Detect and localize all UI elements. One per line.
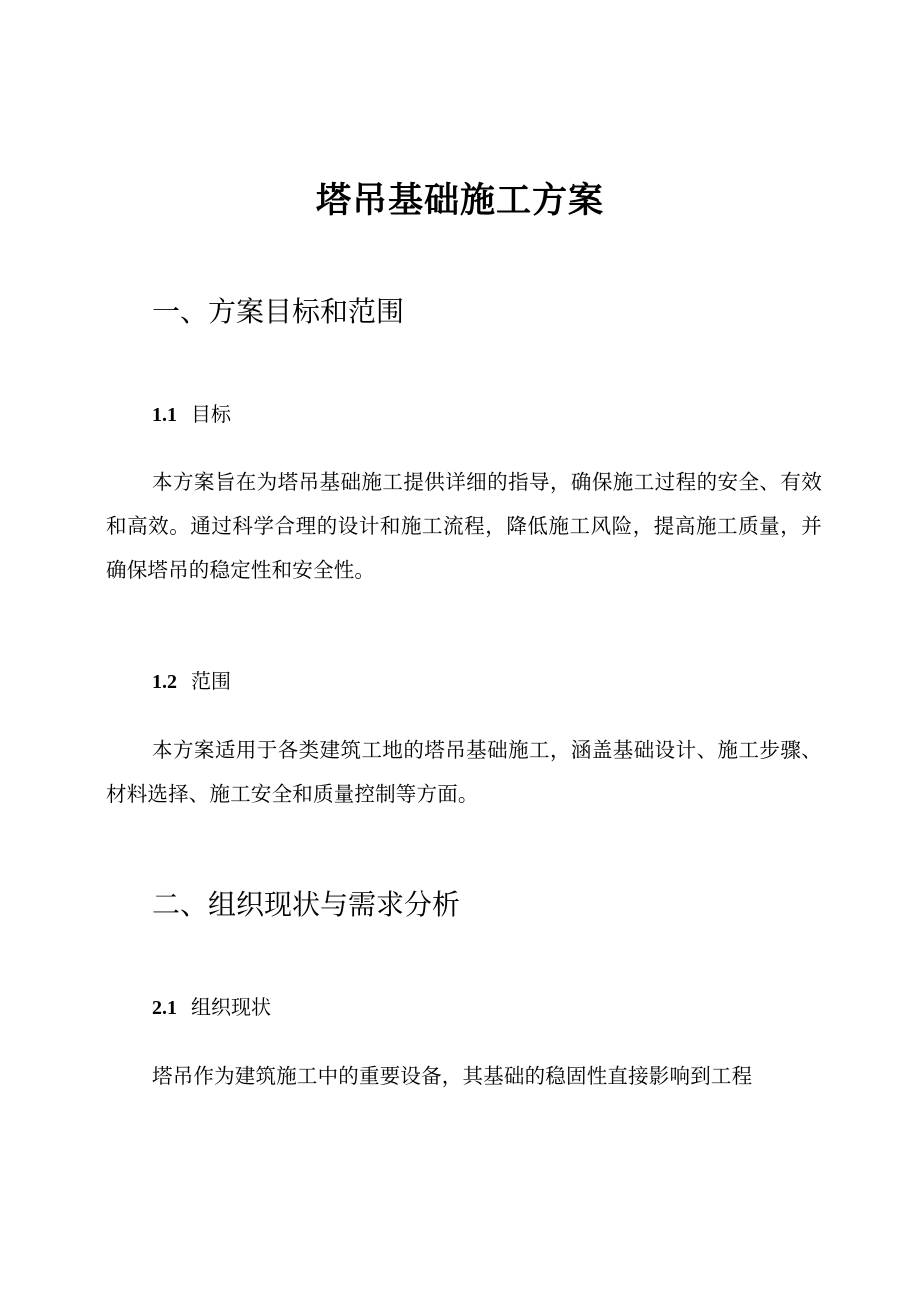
subsection-number: 1.2 — [152, 671, 177, 693]
paragraph-2-1: 塔吊作为建筑施工中的重要设备，其基础的稳固性直接影响到工程 — [152, 1064, 753, 1088]
paragraph-1-2: 本方案适用于各类建筑工地的塔吊基础施工，涵盖基础设计、施工步骤、材料选择、施工安全和质量控制等方面。 — [106, 738, 822, 806]
subsection-number: 1.1 — [152, 404, 177, 426]
subsection-heading-2-1 — [152, 993, 271, 1022]
subsection-number: 2.1 — [152, 997, 177, 1019]
document-title: 塔吊基础施工方案 — [315, 181, 604, 221]
subsection-heading-1-1 — [152, 400, 231, 429]
subsection-title: 范围 — [191, 669, 231, 693]
subsection-heading-1-2 — [152, 667, 231, 696]
subsection-title: 目标 — [191, 402, 231, 426]
paragraph-1-1: 本方案旨在为塔吊基础施工提供详细的指导，确保施工过程的安全、有效和高效。通过科学合理的设计和施工流程，降低施工风险，提高施工质量，并确保塔吊的稳定性和安全性。 — [106, 470, 822, 582]
section-heading-1: 一、方案目标和范围 — [152, 295, 405, 328]
subsection-title: 组织现状 — [191, 995, 271, 1019]
section-heading-2: 二、组织现状与需求分析 — [152, 888, 461, 921]
